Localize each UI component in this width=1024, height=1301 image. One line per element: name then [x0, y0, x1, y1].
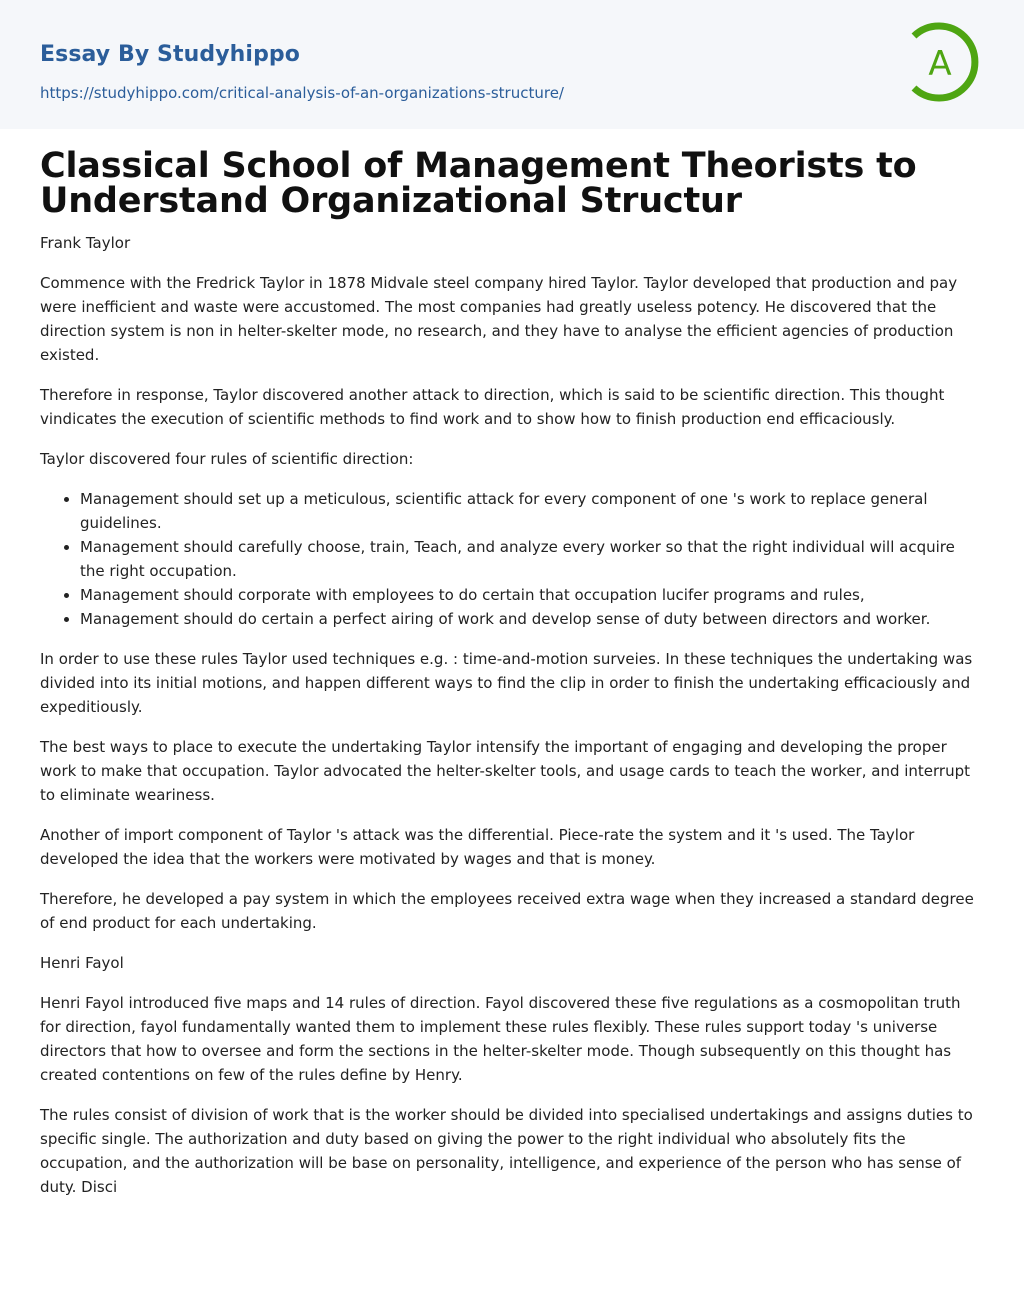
page-title: Classical School of Management Theorists to Understand Organizational Structur	[40, 146, 917, 221]
bullet-icon	[64, 497, 69, 502]
studyhippo-logo-icon[interactable]	[904, 18, 988, 106]
bullet-icon	[64, 593, 69, 598]
paragraph: Therefore, he developed a pay system in which the employees received extra wage when they increased a standard degree of end product for each undertaking.	[40, 890, 974, 932]
scientific-direction-rules-list	[40, 487, 984, 631]
article	[0, 146, 1024, 1199]
paragraph: The rules consist of division of work that is the worker should be divided into specialised undertakings and assigns duties to specific single. The authorization and duty based on giving the power to the right individual who absolutely fits the occupation, and the authorization will be base on personality, intelligence, and experience of the person who has sense of duty. Disci	[40, 1106, 973, 1196]
paragraph: Therefore in response, Taylor discovered another attack to direction, which is said to be scientific direction. This thought vindicates the execution of scientific methods to find work and to show how to finish production end efficaciously.	[40, 386, 945, 428]
paragraph: The best ways to place to execute the undertaking Taylor intensify the important of engaging and developing the proper work to make that occupation. Taylor advocated the helter-skelter tools, and usage cards to teach the worker, and interrupt to eliminate weariness.	[40, 738, 970, 804]
paragraph: Another of import component of Taylor 's attack was the differential. Piece-rate the system and it 's used. The Taylor developed the idea that the workers were motivated by wages and that is money.	[40, 826, 915, 868]
site-header	[0, 0, 1024, 129]
paragraph: Commence with the Fredrick Taylor in 1878 Midvale steel company hired Taylor. Taylor developed that production and pay were inefficient and waste were accustomed. The most companies had greatly useless potency. He discovered that the direction system is non in helter-skelter mode, no research, and they have to analyse the efficient agencies of production existed.	[40, 274, 958, 364]
list-item: Management should do certain a perfect airing of work and develop sense of duty between directors and worker.	[80, 607, 984, 631]
paragraph: Henri Fayol introduced five maps and 14 rules of direction. Fayol discovered these five regulations as a cosmopolitan truth for direction, fayol fundamentally wanted them to implement these rules flexibly. These rules support today 's universe directors that how to oversee and form the sections in the helter-skelter mode. Though subsequently on this thought has created contentions on few of the rules define by Henry.	[40, 994, 961, 1084]
source-url-link[interactable]: https://studyhippo.com/critical-analysis-of-an-organizations-structure/	[40, 84, 564, 102]
brand-title[interactable]: Essay By Studyhippo	[40, 42, 300, 67]
svg-text:A: A	[928, 44, 952, 84]
bullet-icon	[64, 545, 69, 550]
paragraph: Taylor discovered four rules of scientific direction:	[40, 450, 414, 468]
list-item: Management should corporate with employees to do certain that occupation lucifer programs and rules,	[80, 583, 984, 607]
list-item: Management should set up a meticulous, scientific attack for every component of one 's work to replace general guidelines.	[80, 487, 984, 535]
list-item: Management should carefully choose, train, Teach, and analyze every worker so that the right individual will acquire the right occupation.	[80, 535, 984, 583]
section-heading-henri-fayol: Henri Fayol	[40, 954, 124, 972]
bullet-icon	[64, 617, 69, 622]
author-name: Frank Taylor	[40, 234, 131, 252]
paragraph: In order to use these rules Taylor used techniques e.g. : time-and-motion surveies. In these techniques the undertaking was divided into its initial motions, and happen different ways to find the clip in order to finish the undertaking efficaciously and expeditiously.	[40, 650, 973, 716]
